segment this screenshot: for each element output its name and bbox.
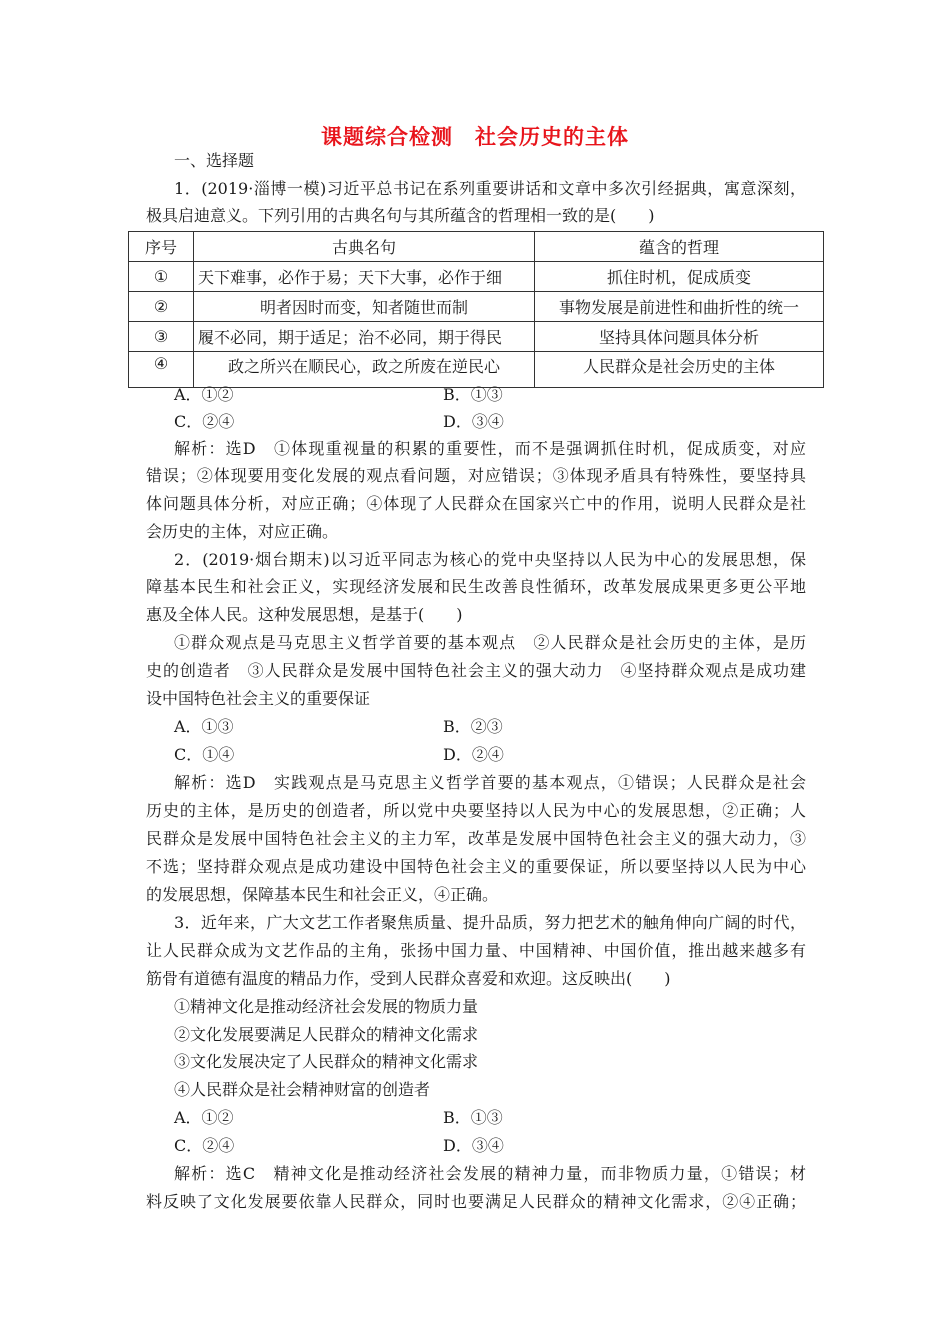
table-header-cell: 古典名句 <box>194 232 535 262</box>
table-cell: 履不必同，期于适足；治不必同，期于得民 <box>194 322 535 352</box>
table-row <box>129 352 824 388</box>
table-header-cell: 序号 <box>129 232 194 262</box>
q1-analysis-line: 会历史的主体，对应正确。 <box>146 522 339 541</box>
q2-stem-line: 2．(2019·烟台期末)以习近平同志为核心的党中央坚持以人民为中心的发展思想，保 <box>174 550 806 569</box>
q3-option-c: C．②④ <box>174 1136 235 1155</box>
table-header-row <box>129 232 824 262</box>
table-row <box>129 262 824 292</box>
table-cell: 人民群众是社会历史的主体 <box>535 352 824 388</box>
q1-stem-line: 极具启迪意义。下列引用的古典名句与其所蕴含的哲理相一致的是( ) <box>146 206 655 225</box>
q1-analysis-line: 解析：选D ①体现重视量的积累的重要性，而不是强调抓住时机，促成质变，对应 <box>174 439 806 458</box>
q3-stem-line: 让人民群众成为文艺作品的主角，张扬中国力量、中国精神、中国价值，推出越来越多有 <box>146 941 806 960</box>
q1-table <box>128 231 824 388</box>
q3-stem-line: 筋骨有道德有温度的精品力作，受到人民群众喜爱和欢迎。这反映出( ) <box>146 969 671 988</box>
q2-statement-line: ①群众观点是马克思主义哲学首要的基本观点 ②人民群众是社会历史的主体，是历 <box>174 633 806 652</box>
page-title: 课题综合检测 社会历史的主体 <box>321 125 629 149</box>
q3-option-b: B．①③ <box>443 1108 503 1127</box>
table-cell: 事物发展是前进性和曲折性的统一 <box>535 292 824 322</box>
q2-option-c: C．①④ <box>174 745 235 764</box>
q3-analysis-line: 解析：选C 精神文化是推动经济社会发展的精神力量，而非物质力量，①错误；材 <box>174 1164 806 1183</box>
table-header-cell: 蕴含的哲理 <box>535 232 824 262</box>
q2-analysis-line: 解析：选D 实践观点是马克思主义哲学首要的基本观点，①错误；人民群众是社会 <box>174 773 806 792</box>
q2-analysis-line: 民群众是发展中国特色社会主义的主力军，改革是发展中国特色社会主义的强大动力，③ <box>146 829 806 848</box>
q2-statement-line: 史的创造者 ③人民群众是发展中国特色社会主义的强大动力 ④坚持群众观点是成功建 <box>146 661 806 680</box>
q3-option-a: A．①② <box>174 1108 234 1127</box>
table-cell: 坚持具体问题具体分析 <box>535 322 824 352</box>
q3-statement-line: ④人民群众是社会精神财富的创造者 <box>174 1080 431 1099</box>
q1-option-b: B．①③ <box>443 385 503 404</box>
q2-option-d: D．②④ <box>443 745 504 764</box>
q2-analysis-line: 不选；坚持群众观点是成功建设中国特色社会主义的重要保证，所以要坚持以人民为中心 <box>146 857 806 876</box>
section-heading: 一、选择题 <box>174 151 255 170</box>
q2-statement-line: 设中国特色社会主义的重要保证 <box>146 689 371 708</box>
q3-stem-line: 3．近年来，广大文艺工作者聚焦质量、提升品质，努力把艺术的触角伸向广阔的时代， <box>174 913 806 932</box>
q3-statement-line: ②文化发展要满足人民群众的精神文化需求 <box>174 1025 479 1044</box>
q1-stem-line: 1．(2019·淄博一模)习近平总书记在系列重要讲话和文章中多次引经据典，寓意深刻， <box>174 179 806 198</box>
table-cell: ④ <box>129 352 194 388</box>
table-row <box>129 292 824 322</box>
q2-option-a: A．①③ <box>174 717 234 736</box>
table-cell: 天下难事，必作于易；天下大事，必作于细 <box>194 262 535 292</box>
q2-analysis-line: 历史的主体，是历史的创造者，所以党中央要坚持以人民为中心的发展思想，②正确；人 <box>146 801 806 820</box>
q3-statement-line: ①精神文化是推动经济社会发展的物质力量 <box>174 997 479 1016</box>
q2-analysis-line: 的发展思想，保障基本民生和社会正义，④正确。 <box>146 885 499 904</box>
q2-stem-line: 惠及全体人民。这种发展思想，是基于( ) <box>146 605 463 624</box>
q3-option-d: D．③④ <box>443 1136 504 1155</box>
table-cell: 政之所兴在顺民心，政之所废在逆民心 <box>194 352 535 388</box>
q1-option-d: D．③④ <box>443 412 504 431</box>
table-cell: 抓住时机，促成质变 <box>535 262 824 292</box>
table-cell: ③ <box>129 322 194 352</box>
table-cell: 明者因时而变，知者随世而制 <box>194 292 535 322</box>
q1-option-a: A．①② <box>174 385 234 404</box>
q3-analysis-line: 料反映了文化发展要依靠人民群众，同时也要满足人民群众的精神文化需求，②④正确； <box>146 1192 806 1211</box>
q3-statement-line: ③文化发展决定了人民群众的精神文化需求 <box>174 1052 479 1071</box>
q2-stem-line: 障基本民生和社会正义，实现经济发展和民生改善良性循环，改革发展成果更多更公平地 <box>146 577 806 596</box>
table-row <box>129 322 824 352</box>
q1-option-c: C．②④ <box>174 412 235 431</box>
q2-option-b: B．②③ <box>443 717 503 736</box>
q1-analysis-line: 错误；②体现要用变化发展的观点看问题，对应错误；③体现矛盾具有特殊性，要坚持具 <box>146 466 806 485</box>
table-cell: ② <box>129 292 194 322</box>
q1-analysis-line: 体问题具体分析，对应正确；④体现了人民群众在国家兴亡中的作用，说明人民群众是社 <box>146 494 806 513</box>
table-cell: ① <box>129 262 194 292</box>
